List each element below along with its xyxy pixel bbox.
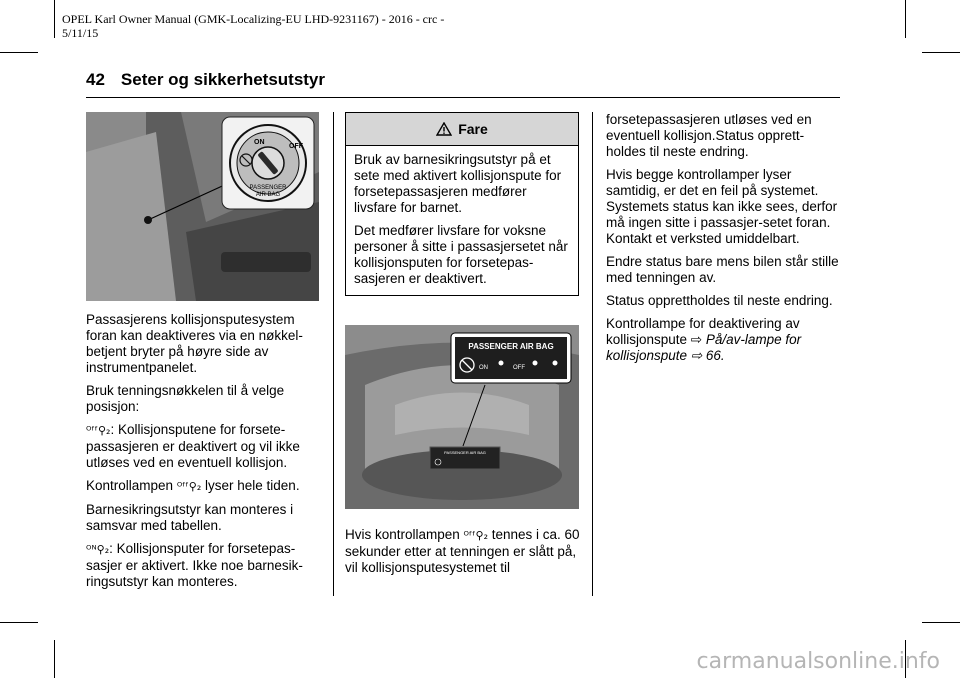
warning-paragraph: Bruk av barnesikringsutstyr på et sete med aktivert kollisjonspute for forsetepassasjeren medfører livsfare for barnet. [354,152,562,215]
switch-off-label: OFF [289,143,303,150]
airbag-off-icon: ᴼᶠᶠ⚲₂ [463,529,488,542]
crop-mark [0,52,38,53]
section-title: Seter og sikkerhetsutstyr [120,70,326,89]
paragraph: forsetepassasjeren utløses ved en eventuell kollisjon.Status opprett-holdes til neste endring. [606,112,812,159]
airbag-off-icon: ᴼᶠᶠ⚲₂ [86,424,111,437]
paragraph: ᴼᴺ⚲₂: Kollisjonsputer for forsetepas-sasjer er aktivert. Ikke noe barnesik-ringsutstyr kan monteres. [86,541,303,589]
paragraph: Endre status bare mens bilen står stille med tenningen av. [606,254,839,285]
watermark: carmanualsonline.info [696,649,940,674]
column-divider [333,112,334,596]
airbag-on-icon: ᴼᴺ⚲₂ [86,543,110,556]
airbag-indicator-photo [345,325,579,509]
paragraph: Bruk tenningsnøkkelen til å velge posisjon: [86,383,285,414]
page-number: 42 [86,70,105,89]
paragraph: Status opprettholdes til neste endring. [606,293,833,308]
switch-caption-2: AIR BAG [255,192,281,198]
switch-on-label: ON [254,139,265,146]
crop-mark [922,622,960,623]
cross-reference-arrow-icon: ⇨ [690,332,703,347]
cross-reference-link[interactable]: På/av-lampe for kollisjonspute ⇨ 66. [606,332,802,363]
warning-triangle-icon [436,122,452,136]
crop-mark [905,0,906,38]
paragraph: Passasjerens kollisjonsputesystem foran kan deaktiveres via en nøkkel-betjent bryter på høyre side av instrumentpanelet. [86,312,303,375]
small-indicator-title: PASSENGER AIR BAG [444,450,486,455]
column-1-text [86,312,322,597]
title-rule [86,97,840,98]
column-divider [592,112,593,596]
column-2-text [345,527,583,583]
airbag-off-icon: ᴼᶠᶠ⚲₂ [176,480,202,493]
indicator-title: PASSENGER AIR BAG [468,342,554,351]
crop-mark [0,622,38,623]
switch-caption-1: PASSENGER [249,185,287,191]
header-line-2: 5/11/15 [62,26,99,40]
paragraph: Kontrollampe for deaktivering av kollisjonspute ⇨ På/av-lampe for kollisjonspute ⇨ 66. [606,316,802,363]
warning-header [346,113,578,146]
crop-mark [922,52,960,53]
crop-mark [54,640,55,678]
paragraph: ᴼᶠᶠ⚲₂: Kollisjonsputene for forsete-passasjeren er deaktivert og vil ikke utløses ved en eventuell kollisjon. [86,422,300,470]
paragraph: Barnesikringsutstyr kan monteres i samsvar med tabellen. [86,502,294,533]
paragraph: Hvis begge kontrollamper lyser samtidig, er det en feil på systemet. Systemets status kan ikke sees, derfor må ingen sitte i passasjer-setet foran. Kontakt et verksted umiddelbart. [606,167,838,246]
warning-box [345,112,579,296]
warning-title: Fare [458,121,488,137]
header-line-1: OPEL Karl Owner Manual (GMK-Localizing-EU LHD-9231167) - 2016 - crc - [62,12,445,26]
warning-paragraph: Det medfører livsfare for voksne personer å sitte i passasjersetet når kollisjonsputen for forsetepas-sasjeren er deaktivert. [354,223,568,286]
paragraph: Hvis kontrollampen ᴼᶠᶠ⚲₂ tennes i ca. 60 sekunder etter at tenningen er slått på, vil kollisjonsputesystemet til [345,527,580,575]
column-3-text [606,112,842,371]
paragraph: Kontrollampen ᴼᶠᶠ⚲₂ lyser hele tiden. [86,478,300,493]
airbag-switch-photo [86,112,319,301]
crop-mark [54,0,55,38]
indicator-off-label: OFF [513,365,525,371]
section-heading [86,70,325,90]
document-header [62,12,444,40]
arrow-icon: ⇨ [690,348,703,363]
indicator-on-label: ON [479,365,488,371]
